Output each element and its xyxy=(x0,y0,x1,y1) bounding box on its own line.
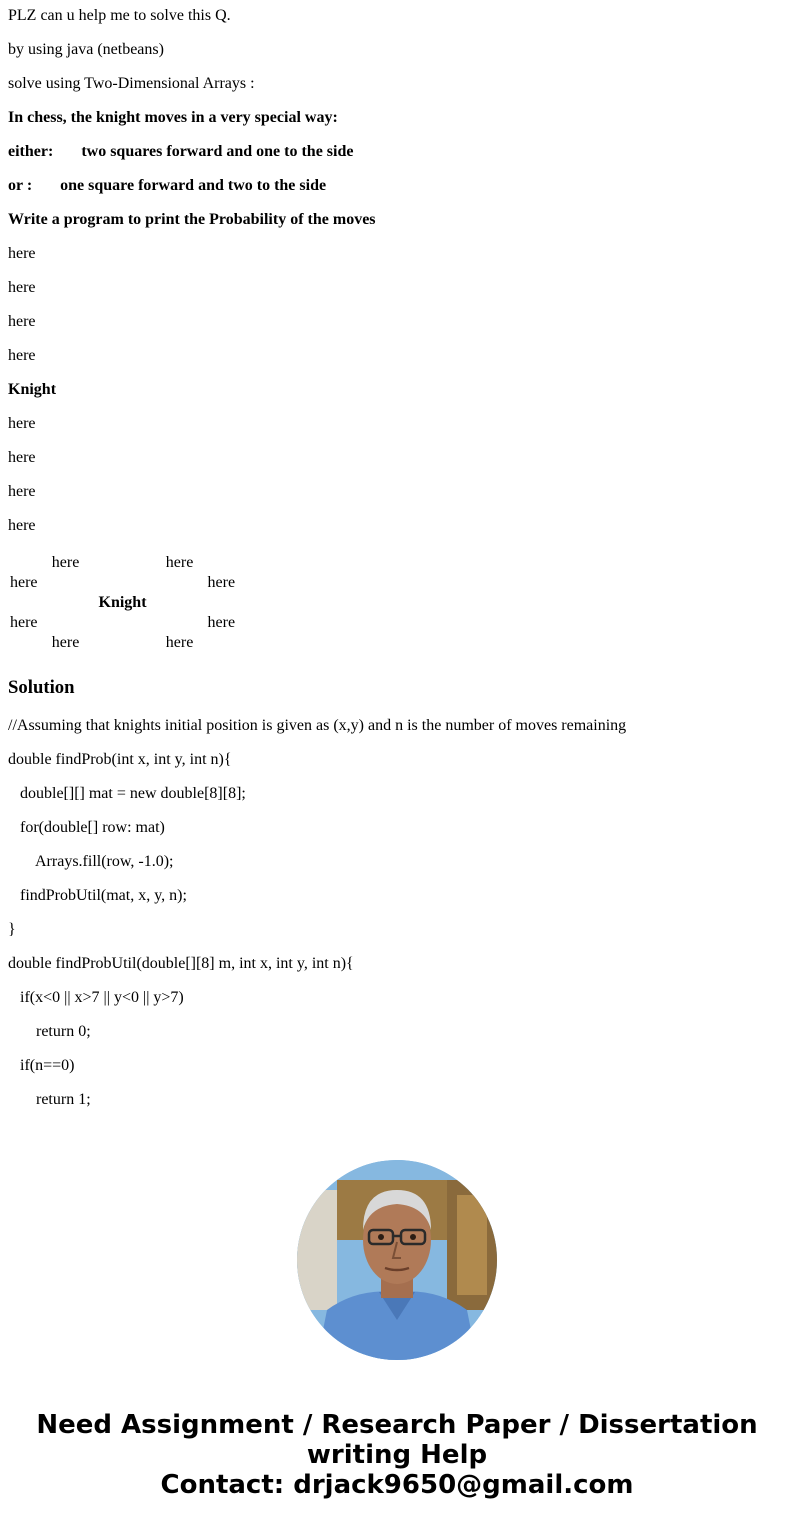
knight-moves-table xyxy=(8,553,237,653)
list-item: here xyxy=(8,449,36,466)
table-cell xyxy=(92,553,154,573)
code-line: return 1; xyxy=(36,1091,91,1108)
author-avatar xyxy=(297,1160,497,1360)
code-line: if(n==0) xyxy=(20,1057,75,1074)
code-comment: //Assuming that knights initial position is given as (x,y) and n is the number of moves remaining xyxy=(8,717,627,734)
solution-code xyxy=(8,717,786,1109)
table-row xyxy=(8,593,237,613)
table-cell xyxy=(92,613,154,633)
list-item: here xyxy=(8,279,36,296)
question-line-bold: Write a program to print the Probability of the moves xyxy=(8,211,376,228)
footer-contact: Contact: drjack9650@gmail.com xyxy=(160,1470,634,1500)
code-line: for(double[] row: mat) xyxy=(20,819,165,836)
person-portrait-icon xyxy=(297,1160,497,1360)
code-line: } xyxy=(8,921,16,938)
solution-heading: Solution xyxy=(8,677,75,698)
list-item: here xyxy=(8,245,36,262)
table-cell: here xyxy=(51,554,80,571)
footer-line: writing Help xyxy=(306,1440,488,1470)
table-cell xyxy=(40,613,92,633)
list-item: here xyxy=(8,313,36,330)
table-row xyxy=(8,613,237,633)
footer-line: Need Assignment / Research Paper / Dissertation xyxy=(36,1410,758,1440)
table-cell xyxy=(8,593,40,613)
knight-label: Knight xyxy=(8,381,57,398)
move-or: or : one square forward and two to the side xyxy=(8,177,327,194)
list-item: here xyxy=(8,483,36,500)
table-cell xyxy=(8,633,40,653)
table-cell xyxy=(206,633,238,653)
table-cell xyxy=(40,593,92,613)
table-row xyxy=(8,573,237,593)
code-line: double findProbUtil(double[][8] m, int x, int y, int n){ xyxy=(8,955,354,972)
table-cell xyxy=(92,573,154,593)
table-cell: here xyxy=(165,634,194,651)
table-cell xyxy=(40,573,92,593)
code-line: return 0; xyxy=(36,1023,91,1040)
table-cell xyxy=(154,613,206,633)
table-cell: here xyxy=(207,574,236,591)
table-cell xyxy=(8,553,40,573)
code-line: double findProb(int x, int y, int n){ xyxy=(8,751,232,768)
table-cell: here xyxy=(51,634,80,651)
question-content xyxy=(0,7,794,1109)
table-cell xyxy=(154,593,206,613)
table-cell xyxy=(154,573,206,593)
question-line-bold: In chess, the knight moves in a very special way: xyxy=(8,109,338,126)
table-row xyxy=(8,633,237,653)
code-line: double[][] mat = new double[8][8]; xyxy=(20,785,246,802)
table-cell: here xyxy=(10,574,38,591)
table-cell xyxy=(206,553,238,573)
footer-banner xyxy=(0,1410,794,1500)
question-line: PLZ can u help me to solve this Q. xyxy=(8,7,231,24)
list-item: here xyxy=(8,347,36,364)
table-cell: here xyxy=(207,614,236,631)
knight-cell: Knight xyxy=(98,594,147,611)
table-cell xyxy=(92,633,154,653)
code-line: findProbUtil(mat, x, y, n); xyxy=(20,887,187,904)
code-line: if(x<0 || x>7 || y<0 || y>7) xyxy=(20,989,184,1006)
list-item: here xyxy=(8,517,36,534)
table-row xyxy=(8,553,237,573)
table-cell xyxy=(206,593,238,613)
table-cell: here xyxy=(165,554,194,571)
move-either: either: two squares forward and one to the side xyxy=(8,143,354,160)
table-cell: here xyxy=(10,614,38,631)
question-line: by using java (netbeans) xyxy=(8,41,164,58)
list-item: here xyxy=(8,415,36,432)
code-line: Arrays.fill(row, -1.0); xyxy=(35,853,174,870)
question-line: solve using Two-Dimensional Arrays : xyxy=(8,75,255,92)
